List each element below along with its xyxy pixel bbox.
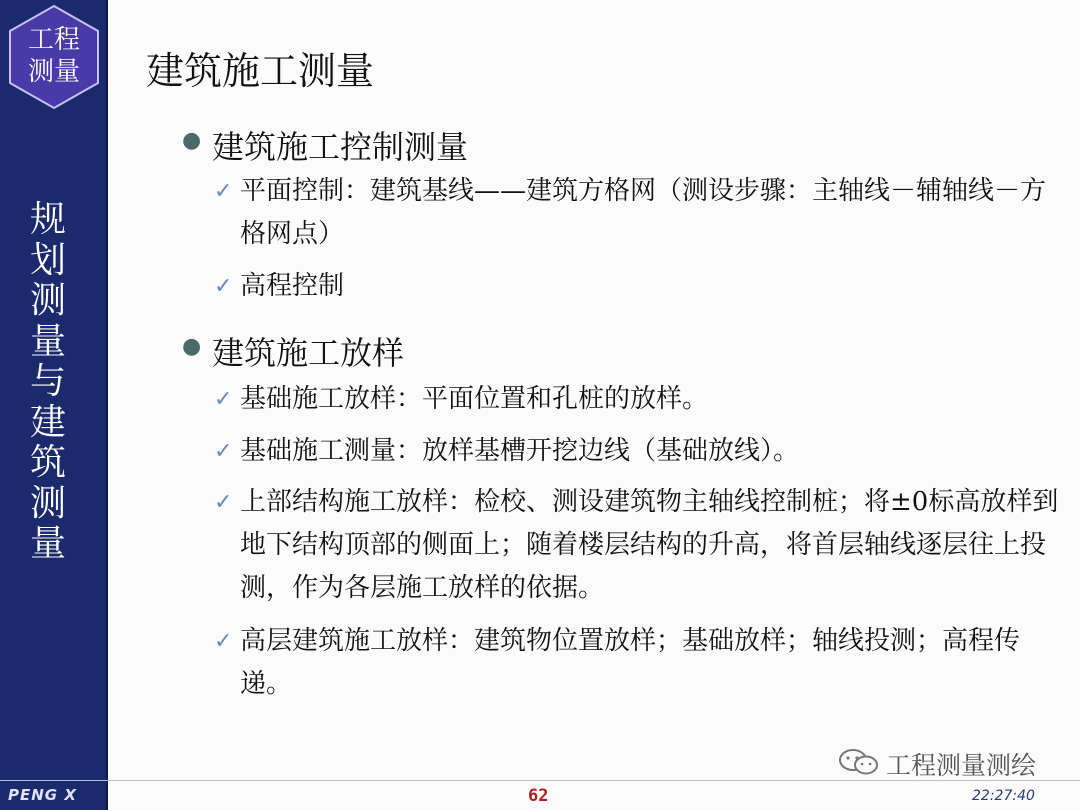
vertical-title-char: 量	[29, 320, 66, 362]
footer-divider	[0, 780, 1080, 781]
check-mark-icon: ✓	[214, 387, 233, 412]
check-mark-icon: ✓	[214, 179, 233, 204]
badge-line-2: 测量	[27, 57, 80, 87]
vertical-title-char: 规	[29, 199, 66, 240]
author-label: PENG X	[8, 786, 77, 804]
section-heading-text: 建筑施工控制测量	[212, 128, 469, 166]
page-number: 62	[528, 786, 549, 806]
course-badge	[7, 4, 101, 110]
list-item	[214, 170, 1064, 256]
watermark	[838, 746, 1060, 778]
vertical-title-char: 与	[29, 361, 66, 402]
list-item-text: 基础施工测量：放样基槽开挖边线（基础放线）。	[240, 436, 800, 466]
vertical-title-char: 筑	[29, 442, 66, 483]
list-item	[214, 620, 1064, 706]
section-heading-text: 建筑施工放样	[212, 334, 405, 372]
check-mark-icon: ✓	[214, 439, 233, 464]
vertical-title-char: 划	[29, 239, 66, 281]
slide-title: 建筑施工测量	[146, 49, 375, 93]
list-item-text: 高程控制	[240, 271, 345, 301]
vertical-title-char: 测	[29, 280, 66, 321]
sidebar	[0, 0, 108, 810]
list-item-text: 基础施工放样：平面位置和孔桩的放样。	[240, 384, 709, 414]
list-item	[214, 265, 1064, 308]
check-mark-icon: ✓	[214, 274, 233, 299]
list-item	[214, 378, 1064, 421]
list-item	[214, 481, 1064, 610]
wechat-icon	[838, 748, 880, 776]
check-mark-icon: ✓	[214, 490, 233, 515]
list-item-text: 平面控制：建筑基线——建筑方格网（测设步骤：主轴线－辅轴线－方格网点）	[240, 176, 1047, 249]
vertical-chapter-title	[18, 200, 78, 565]
bullet-icon: ●	[182, 128, 202, 153]
list-item-text: 上部结构施工放样：检校、测设建筑物主轴线控制桩；将±0标高放样到地下结构顶部的侧面上；随着楼层结构的升高，将首层轴线逐层往上投测，作为各层施工放样的依据。	[240, 487, 1059, 603]
check-mark-icon: ✓	[214, 629, 233, 654]
list-item	[214, 430, 1064, 473]
vertical-title-char: 量	[29, 523, 66, 564]
vertical-title-char: 测	[29, 482, 66, 524]
watermark-text: 工程测量测绘	[886, 751, 1037, 780]
vertical-title-char: 建	[29, 401, 66, 443]
timestamp: 22:27:40	[972, 788, 1035, 804]
badge-text	[7, 24, 101, 88]
badge-line-1: 工程	[27, 25, 80, 55]
bullet-icon: ●	[182, 334, 202, 359]
list-item-text: 高层建筑施工放样：建筑物位置放样；基础放样；轴线投测；高程传递。	[240, 626, 1021, 699]
